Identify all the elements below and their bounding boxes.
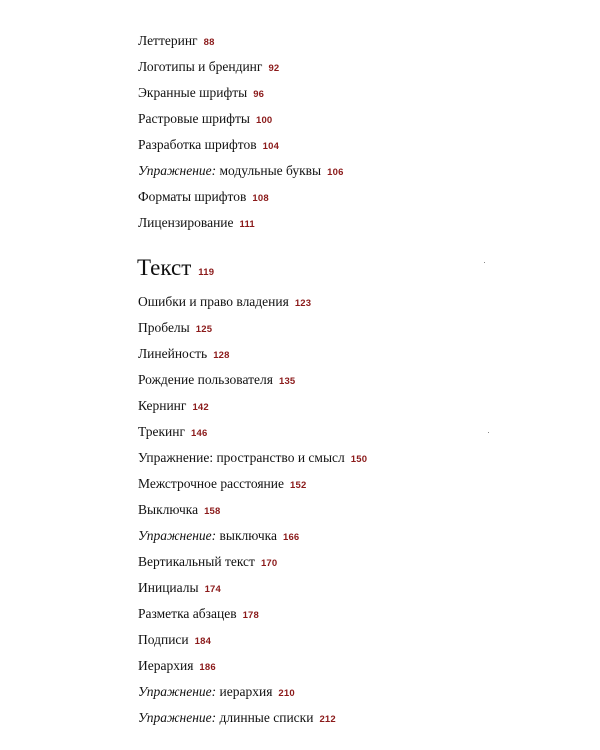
toc-entry-title: Инициалы [138,580,199,595]
toc-entry[interactable] [138,212,578,238]
toc-entry-page: 88 [203,37,215,48]
toc-entry[interactable] [138,343,578,369]
section-heading[interactable] [137,254,214,287]
toc-entry-page: 128 [213,350,230,361]
toc-entry-page: 104 [262,141,280,152]
toc-entry[interactable] [138,525,578,551]
toc-entry[interactable] [138,551,578,577]
toc-entry-title: длинные списки [216,710,314,725]
toc-entry[interactable] [138,108,578,134]
toc-entry-title: Вертикальный текст [138,554,255,569]
toc-entry-page: 184 [194,636,212,647]
toc-entry-page: 210 [278,688,295,699]
toc-list-before [138,30,578,238]
toc-entry[interactable] [138,317,578,343]
toc-entry-title: Упражнение: пространство и смысл [138,450,345,465]
toc-entry-page: 111 [239,219,255,230]
toc-entry-emphasis: Упражнение: [138,528,217,543]
toc-entry-page: 100 [255,115,273,126]
toc-entry-page: 174 [204,584,222,595]
toc-entry[interactable] [138,82,578,108]
toc-entry-title: Ошибки и право владения [138,294,289,309]
toc-entry[interactable] [138,603,578,629]
toc-entry-page: 152 [290,480,307,491]
toc-entry-title: Выключка [138,502,199,517]
toc-entry[interactable] [138,134,578,160]
toc-entry-page: 186 [199,662,216,673]
toc-entry-title: модульные буквы [216,163,322,178]
toc-entry[interactable] [138,186,578,212]
toc-entry[interactable] [138,30,578,56]
toc-list-after [138,291,578,733]
toc-entry-page: 170 [260,558,278,569]
toc-entry-page: 150 [350,454,368,465]
toc-entry-title: Пробелы [138,320,190,335]
toc-entry[interactable] [138,160,578,186]
toc-entry-page: 125 [195,324,213,335]
toc-entry-title: Кернинг [138,398,187,413]
toc-entry[interactable] [138,447,578,473]
toc-entry-page: 178 [242,610,260,621]
toc-entry[interactable] [138,629,578,655]
toc-entry-title: Разработка шрифтов [138,137,257,152]
toc-entry-title: выключка [216,528,277,543]
toc-entry[interactable] [138,421,578,447]
toc-entry[interactable] [138,681,578,707]
toc-entry-page: 212 [319,714,336,725]
toc-entry-title: Иерархия [138,658,194,673]
toc-entry[interactable] [138,56,578,82]
toc-entry[interactable] [138,291,578,317]
toc-entry-title: Межстрочное расстояние [138,476,284,491]
toc-entry-page: 135 [278,376,296,387]
toc-entry-title: Разметка абзацев [138,606,237,621]
toc-entry-emphasis: Упражнение: [138,684,217,699]
toc-entry-title: Экранные шрифты [138,85,248,100]
section-page: 119 [198,267,215,278]
scan-speck [488,432,489,433]
toc-entry-page: 158 [204,506,221,517]
toc-entry[interactable] [138,499,578,525]
toc-entry-title: Рождение пользователя [138,372,273,387]
toc-entry[interactable] [138,369,578,395]
toc-entry-page: 166 [282,532,300,543]
toc-entry[interactable] [138,655,578,681]
section-title: Текст [137,255,192,280]
toc-entry-page: 123 [294,298,312,309]
toc-entry-title: Трекинг [138,424,186,439]
toc-entry-title: Логотипы и брендинг [138,59,263,74]
scan-speck [484,262,485,263]
toc-entry-page: 108 [252,193,269,204]
toc-entry-emphasis: Упражнение: [138,710,217,725]
toc-entry[interactable] [138,473,578,499]
toc-entry-title: Лицензирование [138,215,234,230]
toc-entry-page: 106 [327,167,344,178]
toc-entry-title: Форматы шрифтов [138,189,247,204]
toc-entry-page: 146 [191,428,208,439]
toc-entry-page: 92 [268,63,280,74]
toc-entry-title: Подписи [138,632,189,647]
toc-entry-title: Растровые шрифты [138,111,250,126]
toc-entry[interactable] [138,395,578,421]
toc-entry[interactable] [138,707,578,733]
toc-entry-title: Линейность [138,346,208,361]
toc-entry-title: Леттеринг [138,33,198,48]
toc-entry-page: 96 [253,89,265,100]
toc-entry-title: иерархия [216,684,273,699]
toc-entry[interactable] [138,577,578,603]
toc-entry-page: 142 [192,402,209,413]
toc-entry-emphasis: Упражнение: [138,163,217,178]
